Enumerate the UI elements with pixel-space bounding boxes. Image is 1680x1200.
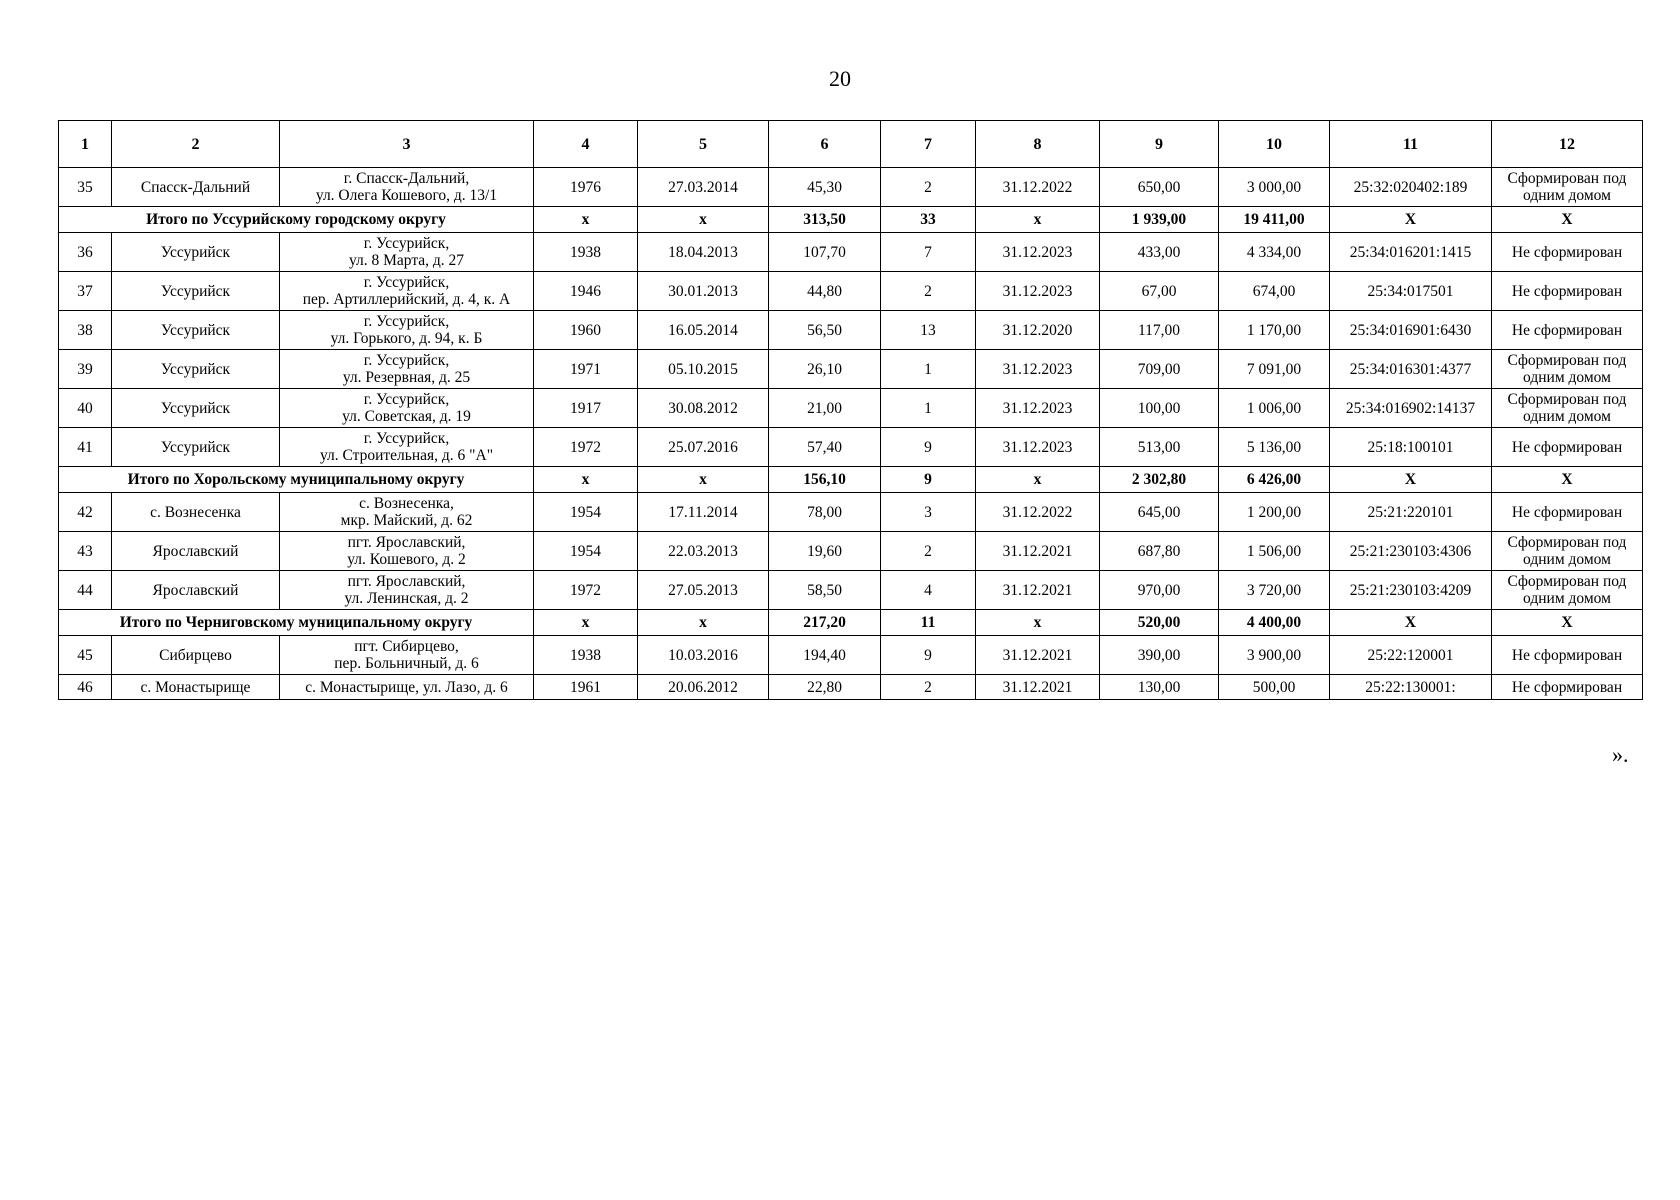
table-cell: 1917: [534, 389, 638, 428]
table-cell: 25:21:230103:4306: [1330, 532, 1492, 571]
table-cell: 2: [881, 272, 976, 311]
table-cell: г. Уссурийск, пер. Артиллерийский, д. 4, к. А: [280, 272, 534, 311]
table-cell: 46: [59, 675, 112, 700]
subtotal-cell: Х: [1330, 207, 1492, 233]
table-cell: 25:21:230103:4209: [1330, 571, 1492, 610]
subtotal-cell: Х: [1492, 610, 1643, 636]
table-cell: 25:22:130001:: [1330, 675, 1492, 700]
table-cell: 41: [59, 428, 112, 467]
table-cell: 31.12.2021: [976, 675, 1100, 700]
table-cell: 1960: [534, 311, 638, 350]
table-cell: с. Вознесенка: [112, 493, 280, 532]
table-cell: 43: [59, 532, 112, 571]
table-cell: 58,50: [769, 571, 881, 610]
table-cell: г. Уссурийск, ул. Горького, д. 94, к. Б: [280, 311, 534, 350]
subtotal-cell: х: [638, 467, 769, 493]
subtotal-cell: 19 411,00: [1219, 207, 1330, 233]
table-cell: 130,00: [1100, 675, 1219, 700]
table-cell: 1961: [534, 675, 638, 700]
table-cell: 433,00: [1100, 233, 1219, 272]
table-cell: 35: [59, 168, 112, 207]
table-cell: Ярославский: [112, 532, 280, 571]
table-cell: 513,00: [1100, 428, 1219, 467]
table-cell: Не сформирован: [1492, 493, 1643, 532]
table-cell: 27.03.2014: [638, 168, 769, 207]
table-cell: 390,00: [1100, 636, 1219, 675]
table-cell: Сформирован под одним домом: [1492, 532, 1643, 571]
table-cell: 9: [881, 428, 976, 467]
subtotal-cell: х: [976, 610, 1100, 636]
table-cell: 16.05.2014: [638, 311, 769, 350]
table-cell: 1 200,00: [1219, 493, 1330, 532]
table-cell: Не сформирован: [1492, 675, 1643, 700]
table-cell: 674,00: [1219, 272, 1330, 311]
table-cell: 67,00: [1100, 272, 1219, 311]
table-cell: с. Вознесенка, мкр. Майский, д. 62: [280, 493, 534, 532]
table-cell: 25.07.2016: [638, 428, 769, 467]
table-cell: 31.12.2020: [976, 311, 1100, 350]
table-cell: 36: [59, 233, 112, 272]
page-number: 20: [829, 66, 851, 91]
table-cell: 25:22:120001: [1330, 636, 1492, 675]
table-row: [59, 493, 1643, 532]
header-cell: 8: [976, 121, 1100, 168]
table-cell: 31.12.2021: [976, 532, 1100, 571]
table-body: [59, 121, 1643, 700]
subtotal-cell: х: [638, 610, 769, 636]
table-cell: Сформирован под одним домом: [1492, 571, 1643, 610]
table-row: [59, 428, 1643, 467]
table-cell: 05.10.2015: [638, 350, 769, 389]
subtotal-cell: 520,00: [1100, 610, 1219, 636]
subtotal-row: [59, 207, 1643, 233]
table-cell: 22,80: [769, 675, 881, 700]
table-cell: 31.12.2023: [976, 233, 1100, 272]
table-cell: 17.11.2014: [638, 493, 769, 532]
table-cell: 10.03.2016: [638, 636, 769, 675]
table-cell: 650,00: [1100, 168, 1219, 207]
table-cell: 1972: [534, 428, 638, 467]
table-cell: 107,70: [769, 233, 881, 272]
table-row: [59, 233, 1643, 272]
table-cell: 45,30: [769, 168, 881, 207]
table-cell: 78,00: [769, 493, 881, 532]
table-cell: 38: [59, 311, 112, 350]
table-cell: Сформирован под одним домом: [1492, 389, 1643, 428]
table-cell: 194,40: [769, 636, 881, 675]
subtotal-label: Итого по Уссурийскому городскому округу: [59, 207, 534, 233]
table-cell: 1976: [534, 168, 638, 207]
header-cell: 12: [1492, 121, 1643, 168]
table-cell: 20.06.2012: [638, 675, 769, 700]
registry-table: [58, 120, 1643, 700]
table-cell: 57,40: [769, 428, 881, 467]
table-cell: 25:21:220101: [1330, 493, 1492, 532]
table-cell: 645,00: [1100, 493, 1219, 532]
subtotal-cell: Х: [1330, 610, 1492, 636]
table-cell: 100,00: [1100, 389, 1219, 428]
table-cell: г. Уссурийск, ул. 8 Марта, д. 27: [280, 233, 534, 272]
table-cell: 7 091,00: [1219, 350, 1330, 389]
table-cell: г. Уссурийск, ул. Строительная, д. 6 "А": [280, 428, 534, 467]
table-cell: 31.12.2023: [976, 272, 1100, 311]
subtotal-cell: х: [638, 207, 769, 233]
table-cell: 25:34:016201:1415: [1330, 233, 1492, 272]
table-cell: 1: [881, 389, 976, 428]
table-cell: 687,80: [1100, 532, 1219, 571]
table-cell: 9: [881, 636, 976, 675]
table-cell: 26,10: [769, 350, 881, 389]
subtotal-cell: 6 426,00: [1219, 467, 1330, 493]
table-cell: г. Спасск-Дальний, ул. Олега Кошевого, д. 13/1: [280, 168, 534, 207]
table-cell: 40: [59, 389, 112, 428]
header-cell: 1: [59, 121, 112, 168]
table-cell: 31.12.2022: [976, 168, 1100, 207]
table-cell: 4: [881, 571, 976, 610]
table-cell: с. Монастырище, ул. Лазо, д. 6: [280, 675, 534, 700]
header-cell: 4: [534, 121, 638, 168]
subtotal-cell: Х: [1330, 467, 1492, 493]
table-cell: 21,00: [769, 389, 881, 428]
table-cell: 500,00: [1219, 675, 1330, 700]
header-row: [59, 121, 1643, 168]
table-cell: 1971: [534, 350, 638, 389]
table-cell: 39: [59, 350, 112, 389]
table-cell: Не сформирован: [1492, 272, 1643, 311]
subtotal-label: Итого по Хорольскому муниципальному округу: [59, 467, 534, 493]
subtotal-row: [59, 610, 1643, 636]
subtotal-cell: 33: [881, 207, 976, 233]
table-cell: 4 334,00: [1219, 233, 1330, 272]
table-cell: 13: [881, 311, 976, 350]
table-cell: Не сформирован: [1492, 233, 1643, 272]
table-row: [59, 571, 1643, 610]
table-cell: Уссурийск: [112, 272, 280, 311]
header-cell: 5: [638, 121, 769, 168]
header-cell: 10: [1219, 121, 1330, 168]
table-row: [59, 636, 1643, 675]
table-cell: г. Уссурийск, ул. Советская, д. 19: [280, 389, 534, 428]
subtotal-cell: х: [534, 207, 638, 233]
table-cell: 27.05.2013: [638, 571, 769, 610]
table-cell: 18.04.2013: [638, 233, 769, 272]
subtotal-row: [59, 467, 1643, 493]
table-cell: 2: [881, 675, 976, 700]
table-cell: 37: [59, 272, 112, 311]
table-row: [59, 389, 1643, 428]
table-cell: 30.01.2013: [638, 272, 769, 311]
subtotal-label: Итого по Черниговскому муниципальному округу: [59, 610, 534, 636]
table-cell: 970,00: [1100, 571, 1219, 610]
table-cell: 2: [881, 532, 976, 571]
table-cell: 3 900,00: [1219, 636, 1330, 675]
table-cell: 3 720,00: [1219, 571, 1330, 610]
subtotal-cell: 313,50: [769, 207, 881, 233]
table-cell: 31.12.2022: [976, 493, 1100, 532]
table-cell: пгт. Ярославский, ул. Кошевого, д. 2: [280, 532, 534, 571]
table-cell: Уссурийск: [112, 428, 280, 467]
subtotal-cell: 9: [881, 467, 976, 493]
table-cell: 1 006,00: [1219, 389, 1330, 428]
table-cell: Уссурийск: [112, 311, 280, 350]
table-cell: 31.12.2021: [976, 636, 1100, 675]
header-cell: 6: [769, 121, 881, 168]
table-cell: Спасск-Дальний: [112, 168, 280, 207]
table-cell: Сформирован под одним домом: [1492, 350, 1643, 389]
subtotal-cell: х: [976, 467, 1100, 493]
table-cell: пгт. Сибирцево, пер. Больничный, д. 6: [280, 636, 534, 675]
table-cell: 44,80: [769, 272, 881, 311]
table-cell: 44: [59, 571, 112, 610]
table-row: [59, 311, 1643, 350]
subtotal-cell: 11: [881, 610, 976, 636]
table-cell: 2: [881, 168, 976, 207]
table-cell: 42: [59, 493, 112, 532]
subtotal-cell: Х: [1492, 467, 1643, 493]
table-cell: 1 506,00: [1219, 532, 1330, 571]
table-row: [59, 168, 1643, 207]
table-cell: 25:32:020402:189: [1330, 168, 1492, 207]
subtotal-cell: х: [534, 610, 638, 636]
subtotal-cell: 1 939,00: [1100, 207, 1219, 233]
header-cell: 11: [1330, 121, 1492, 168]
table-cell: Сибирцево: [112, 636, 280, 675]
table-cell: Не сформирован: [1492, 311, 1643, 350]
table-cell: 25:34:016301:4377: [1330, 350, 1492, 389]
table-cell: пгт. Ярославский, ул. Ленинская, д. 2: [280, 571, 534, 610]
table-cell: Не сформирован: [1492, 636, 1643, 675]
subtotal-cell: Х: [1492, 207, 1643, 233]
subtotal-cell: 217,20: [769, 610, 881, 636]
table-cell: 45: [59, 636, 112, 675]
table-cell: 30.08.2012: [638, 389, 769, 428]
table-cell: 5 136,00: [1219, 428, 1330, 467]
table-cell: 25:34:016901:6430: [1330, 311, 1492, 350]
table-cell: 3 000,00: [1219, 168, 1330, 207]
table-cell: 19,60: [769, 532, 881, 571]
table-cell: 709,00: [1100, 350, 1219, 389]
table-cell: 7: [881, 233, 976, 272]
table-cell: г. Уссурийск, ул. Резервная, д. 25: [280, 350, 534, 389]
table-cell: Сформирован под одним домом: [1492, 168, 1643, 207]
header-cell: 3: [280, 121, 534, 168]
closing-quote-mark: ».: [1612, 742, 1629, 767]
table-cell: 31.12.2023: [976, 350, 1100, 389]
table-cell: 1972: [534, 571, 638, 610]
table-cell: Не сформирован: [1492, 428, 1643, 467]
table-cell: 56,50: [769, 311, 881, 350]
header-cell: 2: [112, 121, 280, 168]
table-cell: 25:18:100101: [1330, 428, 1492, 467]
table-cell: 22.03.2013: [638, 532, 769, 571]
table-cell: Уссурийск: [112, 389, 280, 428]
table-cell: 1954: [534, 493, 638, 532]
table-row: [59, 350, 1643, 389]
subtotal-cell: х: [534, 467, 638, 493]
table-cell: 31.12.2023: [976, 389, 1100, 428]
table-cell: 1946: [534, 272, 638, 311]
table-row: [59, 532, 1643, 571]
table-cell: 31.12.2023: [976, 428, 1100, 467]
table-cell: 1 170,00: [1219, 311, 1330, 350]
table-cell: 25:34:016902:14137: [1330, 389, 1492, 428]
table-cell: 1938: [534, 636, 638, 675]
table-cell: 25:34:017501: [1330, 272, 1492, 311]
table-cell: Ярославский: [112, 571, 280, 610]
table-cell: 31.12.2021: [976, 571, 1100, 610]
table-cell: 1: [881, 350, 976, 389]
table-row: [59, 675, 1643, 700]
header-cell: 9: [1100, 121, 1219, 168]
table-cell: Уссурийск: [112, 350, 280, 389]
table-cell: 1938: [534, 233, 638, 272]
table-cell: 117,00: [1100, 311, 1219, 350]
subtotal-cell: 2 302,80: [1100, 467, 1219, 493]
subtotal-cell: 4 400,00: [1219, 610, 1330, 636]
table-row: [59, 272, 1643, 311]
table-cell: 1954: [534, 532, 638, 571]
subtotal-cell: х: [976, 207, 1100, 233]
header-cell: 7: [881, 121, 976, 168]
table-cell: с. Монастырище: [112, 675, 280, 700]
subtotal-cell: 156,10: [769, 467, 881, 493]
table-cell: Уссурийск: [112, 233, 280, 272]
table-cell: 3: [881, 493, 976, 532]
